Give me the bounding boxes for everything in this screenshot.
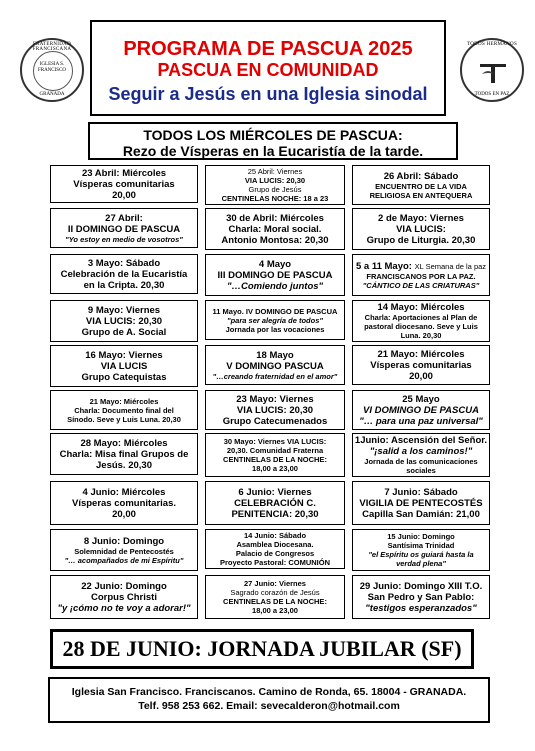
event-cell: 21 Mayo: Miércoles Charla: Documento final del Sínodo. Seve y Luis Luna. 20,30 (50, 390, 198, 430)
event-cell: 22 Junio: Domingo Corpus Christi "y ¡cómo no te voy a adorar!" (50, 575, 198, 619)
event-cell: 27 Abril: II DOMINGO DE PASCUA "Yo estoy en medio de vosotros" (50, 208, 198, 248)
event-cell: 25 Abril: Viernes VIA LUCIS: 20,30 Grupo de Jesús CENTINELAS NOCHE: 18 a 23 (205, 165, 345, 205)
event-cell: 27 Junio: Viernes Sagrado corazón de Jesús CENTINELAS DE LA NOCHE: 18,00 a 23,00 (205, 575, 345, 619)
program-title: PROGRAMA DE PASCUA 2025 (123, 38, 413, 60)
event-cell: 1Junio: Ascensión del Señor. "¡salid a los caminos!" Jornada de las comunicaciones sociales (352, 433, 490, 477)
event-cell: 30 Mayo: Viernes VIA LUCIS: 20,30. Comunidad Fraterna CENTINELAS DE LA NOCHE: 18,00 a 23,00 (205, 433, 345, 477)
wednesdays-notice: TODOS LOS MIÉRCOLES DE PASCUA: Rezo de Vísperas en la Eucaristía de la tarde. (88, 122, 458, 160)
program-subtitle: PASCUA EN COMUNIDAD (157, 60, 379, 80)
dove-tau-icon (476, 56, 510, 86)
event-cell: 14 Mayo: Miércoles Charla: Aportaciones al Plan de pastoral diocesano. Seve y Luis Luna. 20,30 (352, 300, 490, 342)
event-cell: 18 Mayo V DOMINGO PASCUA "…creando fraternidad en el amor" (205, 345, 345, 385)
event-cell: 29 Junio: Domingo XIII T.O. San Pedro y San Pablo: "testigos esperanzados" (352, 575, 490, 619)
event-cell: 23 Abril: Miércoles Vísperas comunitarias 20,00 (50, 165, 198, 203)
event-cell: 23 Mayo: Viernes VIA LUCIS: 20,30 Grupo Catecumenados (205, 390, 345, 430)
fraternidad-seal: FRATERNIDAD FRANCISCANA IGLESIA S. FRANCISCO GRANADA (20, 38, 84, 102)
program-motto: Seguir a Jesús en una Iglesia sinodal (108, 84, 428, 104)
event-cell: 3 Mayo: Sábado Celebración de la Eucaristía en la Cripta. 20,30 (50, 254, 198, 294)
event-cell: 21 Mayo: Miércoles Vísperas comunitarias 20,00 (352, 345, 490, 385)
event-cell: 26 Abril: Sábado ENCUENTRO DE LA VIDA RELIGIOSA EN ANTEQUERA (352, 165, 490, 205)
event-cell: 25 Mayo VI DOMINGO DE PASCUA "… para una paz universal" (352, 390, 490, 430)
event-cell: 4 Mayo III DOMINGO DE PASCUA "…Comiendo juntos" (205, 254, 345, 296)
contact-line: Telf. 958 253 662. Email: sevecalderon@hotmail.com (138, 700, 400, 712)
event-cell: 2 de Mayo: Viernes VIA LUCIS: Grupo de Liturgia. 20,30 (352, 208, 490, 250)
event-cell: 14 Junio: Sábado Asamblea Diocesana. Palacio de Congresos Proyecto Pastoral: COMUNIÓN (205, 529, 345, 569)
event-cell: 5 a 11 Mayo: XL Semana de la paz FRANCISCANOS POR LA PAZ. "CÁNTICO DE LAS CRIATURAS" (352, 254, 490, 296)
event-cell: 11 Mayo. IV DOMINGO DE PASCUA "para ser alegría de todos" Jornada por las vocaciones (205, 300, 345, 340)
event-cell: 9 Mayo: Viernes VIA LUCIS: 20,30 Grupo de A. Social (50, 300, 198, 342)
program-header (90, 20, 446, 116)
event-cell: 15 Junio: Domingo Santísima Trinidad "el Espíritu os guiará hasta la verdad plena" (352, 529, 490, 571)
contact-footer (48, 677, 490, 723)
event-cell: 6 Junio: Viernes CELEBRACIÓN C. PENITENCIA: 20,30 (205, 481, 345, 525)
todos-hermanos-seal: TODOS HERMANOS TODOS EN PAZ (460, 38, 524, 102)
address-line: Iglesia San Francisco. Franciscanos. Camino de Ronda, 65. 18004 - GRANADA. (71, 686, 467, 698)
event-cell: 16 Mayo: Viernes VIA LUCIS Grupo Catequistas (50, 345, 198, 387)
jornada-jubilar-banner: 28 DE JUNIO: JORNADA JUBILAR (SF) (50, 629, 474, 669)
event-cell: 30 de Abril: Miércoles Charla: Moral social. Antonio Montosa: 20,30 (205, 208, 345, 250)
event-cell: 8 Junio: Domingo Solemnidad de Pentecostés "… acompañados de mi Espíritu" (50, 529, 198, 571)
event-cell: 4 Junio: Miércoles Vísperas comunitarias. 20,00 (50, 481, 198, 525)
event-cell: 28 Mayo: Miércoles Charla: Misa final Grupos de Jesús. 20,30 (50, 433, 198, 475)
event-cell: 7 Junio: Sábado VIGILIA DE PENTECOSTÉS Capilla San Damián: 21,00 (352, 481, 490, 525)
